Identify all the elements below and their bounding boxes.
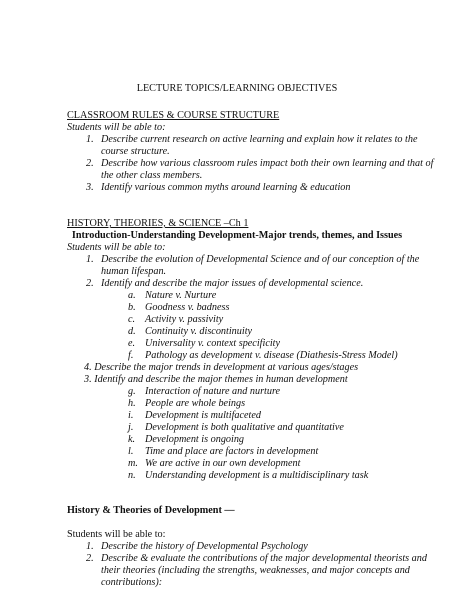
section2-item2-line1: Identify and describe the major issues of developmental science. xyxy=(101,278,364,289)
theme-h-letter: h. xyxy=(128,398,136,409)
section1-intro: Students will be able to: xyxy=(67,122,166,133)
section2-subheading: Introduction-Understanding Development-Major trends, themes, and Issues xyxy=(71,230,403,241)
section3-item2-number: 2. xyxy=(86,553,94,564)
issue-e-text: Universality v. context specificity xyxy=(145,338,281,349)
theme-l-text: Time and place are factors in development xyxy=(145,446,319,457)
issue-a-text: Nature v. Nurture xyxy=(145,290,217,301)
issue-b-letter: b. xyxy=(128,302,136,313)
section3-item2-line2: their theories (including the strengths, weaknesses, and major concepts and xyxy=(101,565,410,576)
section3-item2-line1: Describe & evaluate the contributions of the major developmental theorists and xyxy=(101,553,427,564)
section3-item2-line3: contributions): xyxy=(101,577,163,588)
theme-g-text: Interaction of nature and nurture xyxy=(145,386,281,397)
section1-item1-line2: course structure. xyxy=(101,146,170,157)
issue-f-text: Pathology as development v. disease (Diathesis-Stress Model) xyxy=(145,350,398,361)
theme-m-letter: m. xyxy=(128,458,138,469)
section1-item3-line1: Identify various common myths around learning & education xyxy=(101,182,351,193)
theme-n-text: Understanding development is a multidisciplinary task xyxy=(145,470,369,481)
theme-n-letter: n. xyxy=(128,470,136,481)
section-heading-classroom-rules: CLASSROOM RULES & COURSE STRUCTURE xyxy=(67,110,280,121)
issue-e-letter: e. xyxy=(128,338,136,349)
issue-d-text: Continuity v. discontinuity xyxy=(145,326,253,337)
section1-item1-number: 1. xyxy=(86,134,94,145)
section2-item3: 3. Identify and describe the major themes in human development xyxy=(84,374,348,385)
theme-h-text: People are whole beings xyxy=(145,398,246,409)
issue-a-letter: a. xyxy=(128,290,136,301)
section-heading-history-theories: HISTORY, THEORIES, & SCIENCE –Ch 1 xyxy=(67,218,249,229)
issue-b-text: Goodness v. badness xyxy=(145,302,230,313)
section2-item2-number: 2. xyxy=(86,278,94,289)
section3-intro: Students will be able to: xyxy=(67,529,166,540)
theme-j-text: Development is both qualitative and quantitative xyxy=(145,422,344,433)
section2-item1-line1: Describe the evolution of Developmental Science and of our conception of the xyxy=(101,254,420,265)
section1-item2-line1: Describe how various classroom rules impact both their own learning and that of xyxy=(101,158,434,169)
document-title: LECTURE TOPICS/LEARNING OBJECTIVES xyxy=(136,83,338,94)
issue-f-letter: f. xyxy=(128,350,134,361)
section1-item2-number: 2. xyxy=(86,158,94,169)
issue-c-letter: c. xyxy=(128,314,136,325)
section2-item1-number: 1. xyxy=(86,254,94,265)
section2-item4: 4. Describe the major trends in development at various ages/stages xyxy=(84,362,359,373)
section2-item1-line2: human lifespan. xyxy=(101,266,167,277)
section1-item3-number: 3. xyxy=(86,182,94,193)
section1-item1-line1: Describe current research on active learning and explain how it relates to the xyxy=(101,134,418,145)
theme-l-letter: l. xyxy=(128,446,134,457)
section-heading-history-theories-development: History & Theories of Development — xyxy=(67,505,235,516)
theme-k-letter: k. xyxy=(128,434,136,445)
theme-m-text: We are active in our own development xyxy=(145,458,301,469)
theme-i-letter: i. xyxy=(128,410,134,421)
theme-g-letter: g. xyxy=(128,386,136,397)
section3-item1-number: 1. xyxy=(86,541,94,552)
section2-intro: Students will be able to: xyxy=(67,242,166,253)
theme-i-text: Development is multifaceted xyxy=(145,410,261,421)
section1-item2-line2: the other class members. xyxy=(101,170,203,181)
theme-j-letter: j. xyxy=(128,422,134,433)
section3-item1-line1: Describe the history of Developmental Psychology xyxy=(101,541,308,552)
issue-d-letter: d. xyxy=(128,326,136,337)
issue-c-text: Activity v. passivity xyxy=(145,314,224,325)
theme-k-text: Development is ongoing xyxy=(145,434,245,445)
